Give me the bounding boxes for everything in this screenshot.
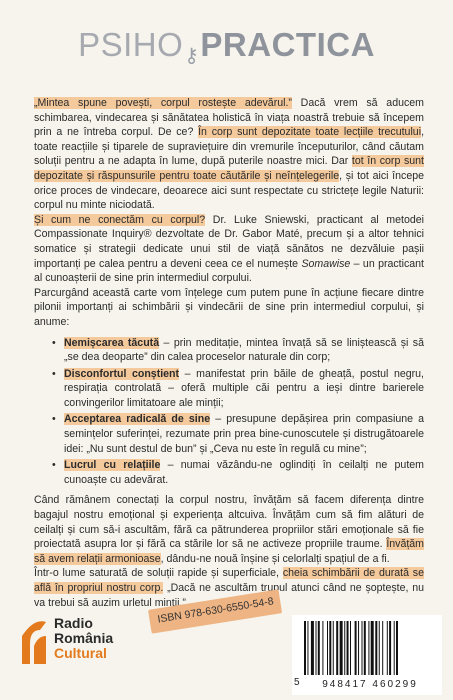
list-item: • Disconfortul conștient – manifestat prin băile de gheață, postul negru, respirația controlată – oferă multiple căi pentru a ieși dintre barierele convingerilor limitatoare ale minții; <box>52 367 424 409</box>
list-item: • Acceptarea radicală de sine – presupune depășirea prin compasiune a semințelor suferinței, rezumate prin prea bine-cunoscutele și distrugătoarele idei: „Nu sunt destul de bun” și „Ceva nu este în regulă cu mine”; <box>52 413 425 455</box>
key-icon: ⚷ <box>184 45 200 67</box>
highlight-body-lessons: În corp sunt depozitate toate lecțiile trecutului <box>198 126 422 139</box>
barcode-bar <box>362 621 363 675</box>
pillar-list <box>52 336 424 488</box>
barcode-bar <box>307 621 308 675</box>
highlight-question: Și cum ne conectăm cu corpul? <box>34 213 206 226</box>
barcode-bar <box>396 621 398 675</box>
radio-romania-mark-icon <box>20 616 48 666</box>
highlight-body-answers: tot în corp sunt depozitate și răspunsurile pentru toate căutările și neînțelegerile <box>34 155 425 182</box>
publisher-logo <box>20 616 113 666</box>
logo-right: PRACTICA <box>200 26 375 63</box>
logo-left: PSIHO <box>78 26 184 63</box>
paragraph-2: Și cum ne conectăm cu corpul? Dr. Luke Sniewski, practicant al metodei Compassionate Inquiry® dezvoltate de Dr. Gabor Maté, precum și a altor tehnici somatice și strategii dedicate unui stil de viață sănătos ne dezvăluie pașii importanți pe calea pentru a deveni ceea ce el numește Somawise – un practicant al cunoașterii de sine prin intermediul corpului. <box>34 213 425 285</box>
barcode-bar <box>316 621 317 675</box>
isbn-text: ISBN 978-630-6550-54-8 <box>156 595 275 626</box>
barcode-bar <box>364 621 366 675</box>
publisher-line-2: România <box>54 630 114 646</box>
barcode-bar <box>375 621 377 675</box>
list-item: • Nemișcarea tăcută – prin meditație, mintea învață să se liniștească și să „se dea deoparte” din calea proceselor naturale din corp; <box>52 336 424 364</box>
barcode-bars <box>304 621 436 675</box>
barcode-bar <box>389 621 391 675</box>
barcode-bar <box>322 621 323 675</box>
barcode-lead-digit: 5 <box>294 677 300 688</box>
barcode-bar <box>347 621 349 675</box>
barcode-digits: 948417 460299 <box>322 679 418 690</box>
barcode-bar <box>304 621 306 675</box>
barcode-bar <box>340 621 343 675</box>
back-cover-text <box>34 96 424 610</box>
barcode-bar <box>318 621 320 675</box>
barcode-bar <box>394 621 395 675</box>
highlight-quote: „Mintea spune povești, corpul rostește adevărul.” <box>34 97 292 109</box>
barcode-bar <box>387 621 388 675</box>
barcode-bar <box>358 621 359 675</box>
highlight-key: cheia schimbării de durată se află în propriul nostru corp. <box>34 567 424 594</box>
series-logo <box>0 26 453 68</box>
highlight-relations: Învățăm să avem relații armonioase <box>34 538 424 565</box>
barcode <box>292 615 442 695</box>
barcode-bar <box>311 621 314 675</box>
barcode-bar <box>371 621 374 675</box>
barcode-bar <box>355 621 357 675</box>
paragraph-3: Parcurgând această carte vom înțelege cum putem pune în acțiune fiecare dintre pilonii importanți ai schimbării și vindecării de sine prin intermediul corpului, și anume: <box>34 286 424 328</box>
barcode-bar <box>382 621 383 675</box>
barcode-bar <box>350 621 351 675</box>
paragraph-4: Când rămânem conectați la corpul nostru, învățăm să facem diferența dintre bagajul nostru emoțional și experiența altcuiva. Învățăm cum să fim alături de ceilalți și cum să-i ascultăm, fără ca pătrunderea propriilor stări emoționale să fie proiectată asupra lor și fără ca stările lor să ne activeze propriile traume. Învățăm să avem relații armonioase, dându-ne nouă înșine și celorlalți spațiul de a fi. <box>34 494 424 565</box>
paragraph-5: Într-o lume saturată de soluții rapide și superficiale, cheia schimbării de durată se află în propriul nostru corp. „Dacă ne ascultăm trupul atunci când ne șoptește, nu va trebui să auzim urletul minții.” <box>34 567 424 609</box>
barcode-bar <box>368 621 369 675</box>
publisher-line-1: Radio <box>54 615 93 631</box>
barcode-bar <box>329 621 331 675</box>
barcode-bar <box>336 621 338 675</box>
barcode-bar <box>327 621 328 675</box>
barcode-bar <box>379 621 380 675</box>
publisher-line-3: Cultural <box>54 645 107 661</box>
barcode-bar <box>333 621 334 675</box>
paragraph-1: „Mintea spune povești, corpul rostește adevărul.” Dacă vrem să aducem schimbarea, vindecarea și sănătatea holistică în viața noastră trebuie să începem prin a ne întreba corpul. De ce? În corp sunt depozitate toate lecțiile trecutului, toate reacțiile și tiparele de supraviețuire din vremurile începuturilor, când căutam soluții pentru a ne adapta în lume, după puterile noastre mici. Dar tot în corp sunt depozitate și răspunsurile pentru toate căutările și neînțelegerile, și tot aici începe orice proces de vindecare, deoarece aici sunt respectate cu strictețe legile Naturii: corpul nu minte niciodată. <box>34 97 425 212</box>
list-item: • Lucrul cu relațiile – numai văzându-ne oglindiți în ceilalți ne putem cunoaște cu adevărat. <box>52 459 424 486</box>
barcode-bar <box>344 621 345 675</box>
